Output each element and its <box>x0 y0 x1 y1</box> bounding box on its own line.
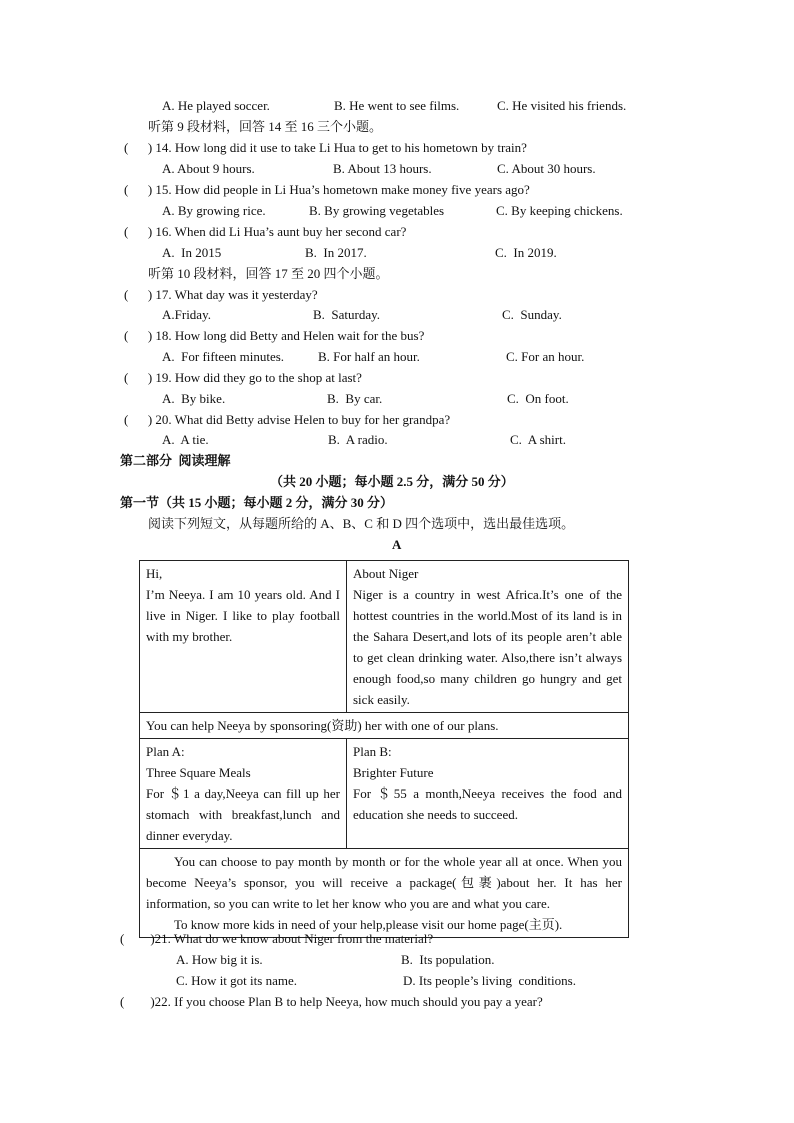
question-stem: ( )22. If you choose Plan B to help Neeya, how much should you pay a year? <box>120 994 543 1009</box>
question-stem: ( )21. What do we know about Niger from the material? <box>120 931 434 946</box>
passage-label: A <box>392 537 402 552</box>
footer-paragraph: You can choose to pay month by month or for the whole year all at once. When you become Neeya’s sponsor, you will receive a package(包裹)about her. It has her information, so you can write to let her know who you are and what you care. <box>146 854 622 911</box>
plan-b-label: Plan B: <box>353 744 392 759</box>
footer-link-text: To know more kids in need of your help,please visit our home page(主页). <box>174 917 563 932</box>
plan-a-cell <box>140 739 347 849</box>
plan-b-text: For ＄55 a month,Neeya receives the food and education she needs to succeed. <box>353 786 622 822</box>
intro-cell <box>140 561 347 713</box>
sponsor-table <box>139 560 629 938</box>
question-stem: ( ) 19. How did they go to the shop at last? <box>124 370 362 385</box>
q21-option-d: D. Its people’s living conditions. <box>403 973 576 988</box>
q21-option-a: A. How big it is. <box>176 952 263 967</box>
question-stem: ( ) 18. How long did Betty and Helen wait for the bus? <box>124 328 425 343</box>
plan-b-name: Brighter Future <box>353 765 434 780</box>
q19-option-a: A. By bike. <box>162 391 226 406</box>
section1-title: 第一节（共 15 小题；每小题 2 分，满分 30 分） <box>120 495 394 510</box>
q16-option-a: A. In 2015 <box>162 245 222 260</box>
q17-option-c: C. Sunday. <box>502 307 562 322</box>
q14-option-b: B. About 13 hours. <box>333 161 432 176</box>
q20-option-b: B. A radio. <box>328 432 388 447</box>
niger-cell <box>347 561 629 713</box>
q21-option-c: C. How it got its name. <box>176 973 297 988</box>
question-stem: ( ) 17. What day was it yesterday? <box>124 287 318 302</box>
reading-instruction: 阅读下列短文，从每题所给的 A、B、C 和 D 四个选项中，选出最佳选项。 <box>148 516 575 531</box>
q17-option-b: B. Saturday. <box>313 307 381 322</box>
help-line: You can help Neeya by sponsoring(资助) her with one of our plans. <box>140 713 629 739</box>
part2-title: 第二部分 阅读理解 <box>120 453 231 468</box>
question-stem: ( ) 16. When did Li Hua’s aunt buy her second car? <box>124 224 407 239</box>
q18-option-b: B. For half an hour. <box>318 349 420 364</box>
q13-option-a: A. He played soccer. <box>162 98 270 113</box>
question-stem: ( ) 20. What did Betty advise Helen to buy for her grandpa? <box>124 412 451 427</box>
section9-instruction: 听第 9 段材料，回答 14 至 16 三个小题。 <box>148 119 383 134</box>
q15-option-b: B. By growing vegetables <box>309 203 445 218</box>
q13-option-b: B. He went to see films. <box>334 98 460 113</box>
plan-a-name: Three Square Meals <box>146 765 251 780</box>
q18-option-a: A. For fifteen minutes. <box>162 349 285 364</box>
intro-text: I’m Neeya. I am 10 years old. And I live in Niger. I like to play football with my brother. <box>146 587 340 644</box>
q19-option-c: C. On foot. <box>507 391 569 406</box>
q21-option-b: B. Its population. <box>401 952 495 967</box>
niger-text: Niger is a country in west Africa.It’s one of the hottest countries in the world.Most of its land is in the Sahara Desert,and lots of its people aren’t able to get clean drinking water. Also,there isn’t always enough food,so many children go hungry and get sick easily. <box>353 587 622 707</box>
plan-a-text: For ＄1 a day,Neeya can fill up her stomach with breakfast,lunch and dinner everyday. <box>146 786 340 843</box>
question-stem: ( ) 14. How long did it use to take Li Hua to get to his hometown by train? <box>124 140 527 155</box>
q17-option-a: A.Friday. <box>162 307 211 322</box>
q14-option-a: A. About 9 hours. <box>162 161 255 176</box>
q16-option-c: C. In 2019. <box>495 245 557 260</box>
q18-option-c: C. For an hour. <box>506 349 585 364</box>
footer-cell <box>140 849 629 938</box>
q14-option-c: C. About 30 hours. <box>497 161 596 176</box>
q20-option-c: C. A shirt. <box>510 432 566 447</box>
plan-a-label: Plan A: <box>146 744 185 759</box>
section10-instruction: 听第 10 段材料，回答 17 至 20 四个小题。 <box>148 266 389 281</box>
part2-subtitle: （共 20 小题；每小题 2.5 分，满分 50 分） <box>270 474 514 489</box>
intro-greeting: Hi, <box>146 566 163 581</box>
q20-option-a: A. A tie. <box>162 432 209 447</box>
q13-option-c: C. He visited his friends. <box>497 98 627 113</box>
plan-b-cell <box>347 739 629 849</box>
niger-title: About Niger <box>353 566 419 581</box>
q16-option-b: B. In 2017. <box>305 245 367 260</box>
q15-option-a: A. By growing rice. <box>162 203 266 218</box>
question-stem: ( ) 15. How did people in Li Hua’s hometown make money five years ago? <box>124 182 530 197</box>
q15-option-c: C. By keeping chickens. <box>496 203 623 218</box>
q19-option-b: B. By car. <box>327 391 383 406</box>
